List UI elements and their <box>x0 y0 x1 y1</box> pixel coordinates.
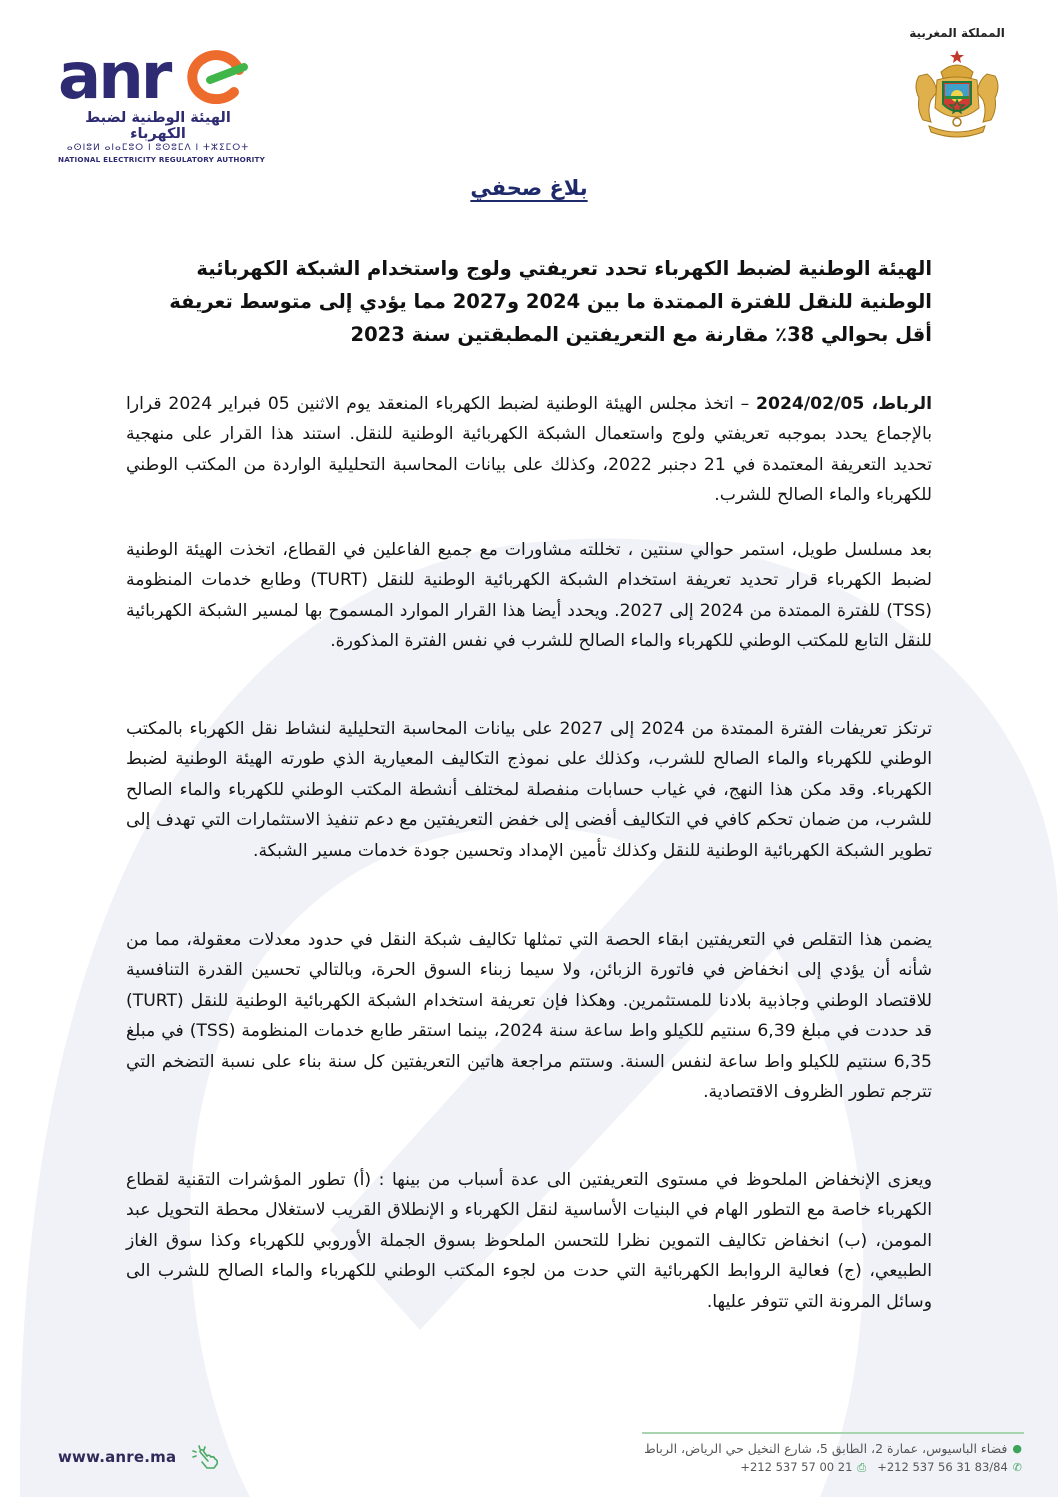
kingdom-name: المملكة المغربية <box>909 26 1005 40</box>
footer-fax: +212 537 57 00 21 <box>740 1460 853 1474</box>
website-link[interactable]: www.anre.ma <box>58 1448 177 1466</box>
paragraph-5: ويعزى الإنخفاض الملحوظ في مستوى التعريفتين الى عدة أسباب من بينها : (أ) تطور المؤشرات التقنية لقطاع الكهرباء خاصة مع التطور الهام في البنيات الأساسية لنقل الكهرباء و الإنطلاق القريب لاستغلال محطة التحويل عبد المومن، (ب) انخفاض تكاليف التموين نظرا للتحسن الملحوظ بسوق الجملة الأوروبي للكهرباء وكذا سوق الغاز الطبيعي، (ج) فعالية الروابط الكهربائية التي حدت من لجوء المكتب الوطني للكهرباء والماء الصالح للشرب الى وسائل المرونة التي تتوفر عليها. <box>126 1170 932 1312</box>
logo-english-name: NATIONAL ELECTRICITY REGULATORY AUTHORITY <box>58 155 266 164</box>
paragraph-1-text: – اتخذ مجلس الهيئة الوطنية لضبط الكهرباء المنعقد يوم الاثنين 05 فبراير 2024 قرارا بالإجماع يحدد بموجبه تعريفتي ولوج واستعمال الشبكة الكهربائية الوطنية للنقل. استند هذا القرار على منهجية تحديد التعريفة المعتمدة في 21 دجنبر 2022، وكذلك على بيانات المحاسبة التحليلية الواردة من المكتب الوطني للكهرباء والماء الصالح للشرب. <box>126 394 932 506</box>
logo-arabic-name: الهيئة الوطنية لضبط الكهرباء <box>85 110 231 142</box>
coat-of-arms-icon <box>909 46 1005 142</box>
headline: الهيئة الوطنية لضبط الكهرباء تحدد تعريفتي ولوج واستخدام الشبكة الكهربائية الوطنية للنقل للفترة الممتدة ما بين 2024 و2027 مما يؤدي إلى متوسط تعريفة أقل بحوالي 38٪ مقارنة مع التعريفتين المطبقتين سنة 2023 <box>169 257 932 346</box>
footer-address: فضاء الباسيوس، عمارة 2، الطابق 5، شارع النخيل حي الرياض، الرباط <box>644 1441 1008 1456</box>
dateline: الرباط، 2024/02/05 <box>756 394 932 414</box>
paragraph-4: يضمن هذا التقلص في التعريفتين ابقاء الحصة التي تمثلها تكاليف شبكة النقل في حدود معدلات معقولة، مما من شأنه أن يؤدي إلى انخفاض في فاتورة الزبائن، ولا سيما زبناء السوق الحرة، وبالتالي تحسين القدرة التنافسية للاقتصاد الوطني وجاذبية بلادنا للمستثمرين. وهكذا فإن تعريفة استخدام الشبكة الكهربائية الوطنية للنقل (TURT) قد حددت في مبلغ 6,39 سنتيم للكيلو واط ساعة سنة 2024، بينما استقر طابع خدمات المنظومة (TSS) في مبلغ 6,35 سنتيم للكيلو واط ساعة لنفس السنة. وستتم مراجعة هاتين التعريفتين كل سنة بناء على نسبة التضخم التي تترجم تطور الظروف الاقتصادية. <box>126 930 932 1103</box>
anre-wordmark <box>58 48 258 104</box>
footer-phone-row <box>634 1458 1036 1477</box>
paragraph-3: ترتكز تعريفات الفترة الممتدة من 2024 إلى 2027 على بيانات المحاسبة التحليلية لنشاط نقل الكهرباء بالمكتب الوطني للكهرباء والماء الصالح للشرب، وكذلك على نموذج التكاليف المعيارية الذي طورته الهيئة الوطنية لضبط الكهرباء. وقد مكن هذا النهج، في غياب حسابات منفصلة لمختلف أنشطة المكتب الوطني للكهرباء والماء الصالح للشرب، من ضمان تحكم كافي في التكاليف أفضى إلى خفض التعريفتين مع دعم تنفيذ الاستثمارات التي تهدف إلى تطوير الشبكة الكهربائية الوطنية للنقل وكذلك تأمين الإمداد وتحسين جودة خدمات مسير الشبكة. <box>126 719 933 861</box>
anre-logo <box>58 48 266 164</box>
paragraph-1 <box>126 389 932 511</box>
tap-hand-icon <box>190 1444 220 1470</box>
fax-printer-icon: ⎙ <box>857 1461 867 1474</box>
footer-divider <box>642 1432 1024 1434</box>
location-pin-icon: ● <box>1012 1442 1022 1455</box>
anre-wordmark-graphic <box>58 48 254 104</box>
footer-website-block <box>58 1444 220 1470</box>
svg-text:anr: anr <box>58 48 170 104</box>
footer-phone: +212 537 56 31 83/84 <box>877 1460 1008 1474</box>
footer-address-row <box>634 1439 1036 1458</box>
paragraph-2: بعد مسلسل طويل، استمر حوالي سنتين ، تخللته مشاورات مع جميع الفاعلين في القطاع، اتخذت الهيئة الوطنية لضبط الكهرباء قرار تحديد تعريفة استخدام الشبكة الكهربائية الوطنية للنقل (TURT) وطابع خدمات المنظومة (TSS) للفترة الممتدة من 2024 إلى 2027. ويحدد أيضا هذا القرار الموارد المسموح بها لمسير الشبكة الكهربائية للنقل التابع للمكتب الوطني للكهرباء والماء الصالح للشرب في نفس الفترة المذكورة. <box>126 540 933 652</box>
phone-icon: ✆ <box>1012 1461 1022 1474</box>
footer-contact-block <box>634 1432 1036 1477</box>
kingdom-block <box>902 26 1012 142</box>
document-type-title: بلاغ صحفي <box>470 176 588 200</box>
logo-tifinagh-name: ⴰⵙⵏⵓⵍ ⴰⵏⴰⵎⵓⵔ ⵏ ⵓⵙⵓⵎⴷ ⵏ ⵜⵣⵉⵎⵔⵜ <box>66 143 250 153</box>
